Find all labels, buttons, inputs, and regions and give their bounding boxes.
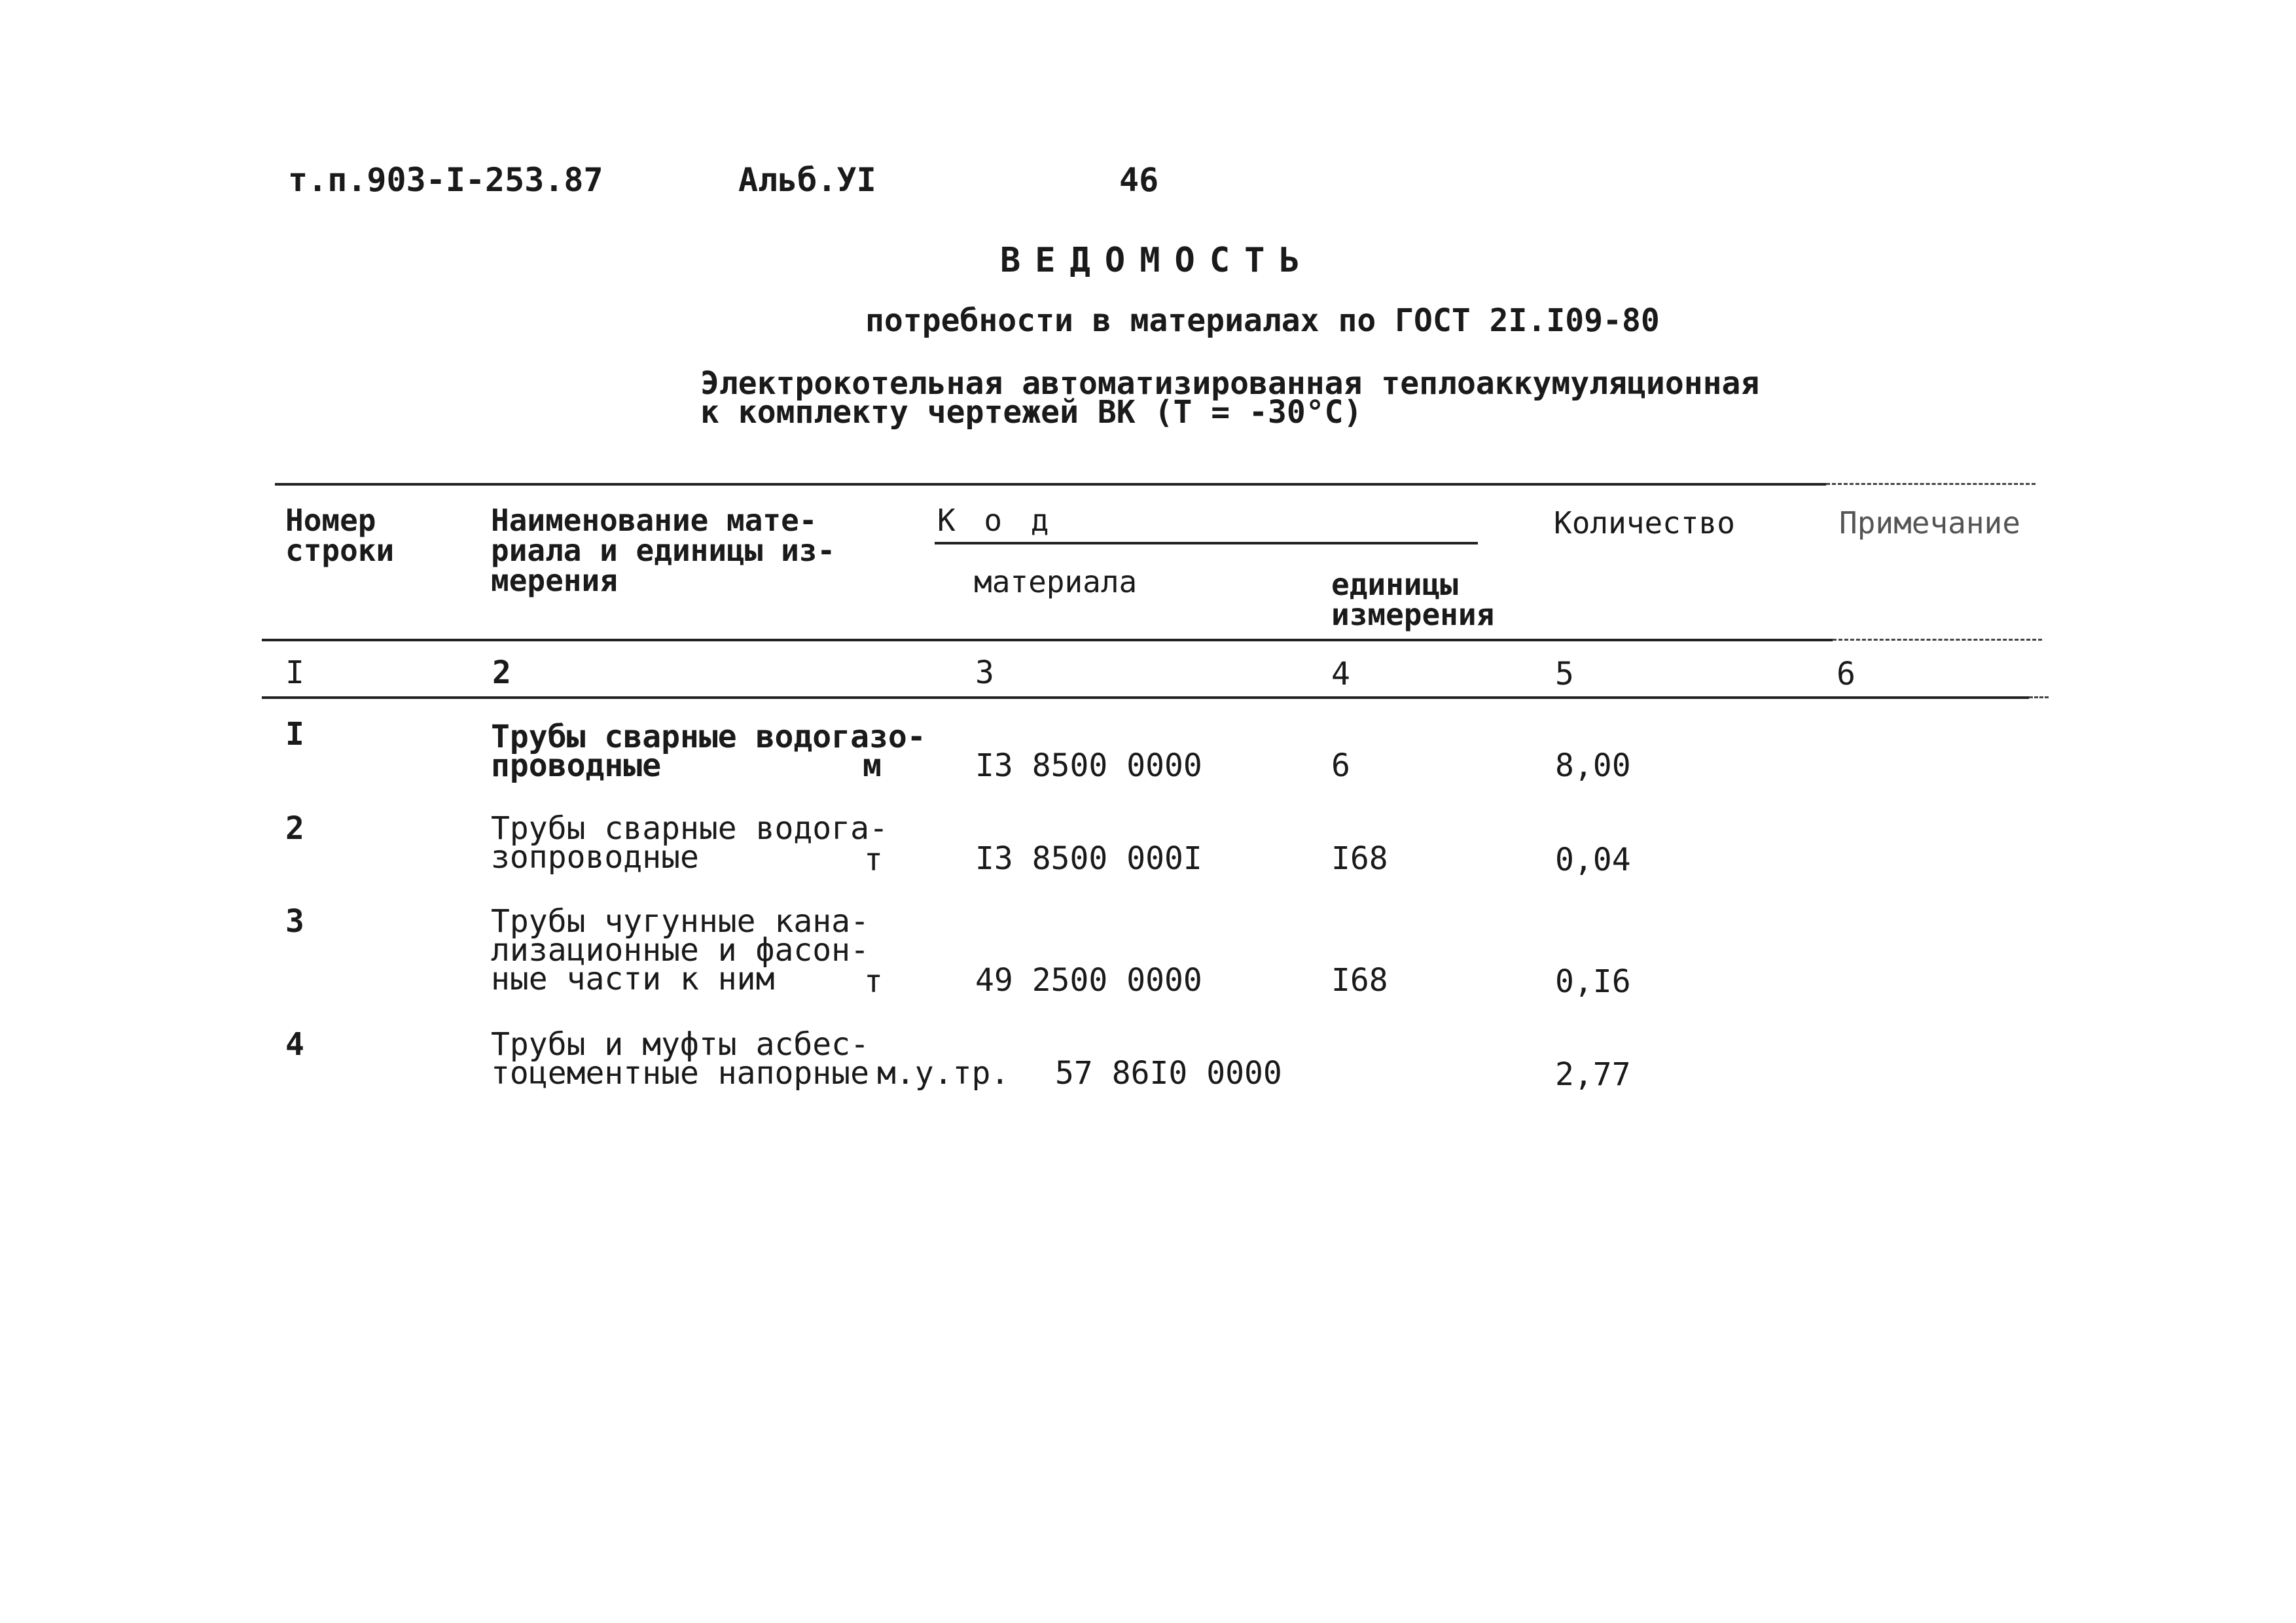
header-material-name-line-2: риала и единицы из- <box>491 533 836 568</box>
material-name-line: тоцементные напорные <box>491 1055 869 1092</box>
table-top-rule-tail <box>1826 483 2036 485</box>
column-number-5: 5 <box>1555 656 1574 692</box>
unit-of-measure: м.у.тр. <box>877 1055 1010 1092</box>
material-code: I3 8500 0000 <box>975 747 1202 784</box>
unit-of-measure: м <box>863 747 882 784</box>
material-code: 57 86I0 0000 <box>1055 1055 1282 1092</box>
document-subtitle: потребности в материалах по ГОСТ 2I.I09-80 <box>865 302 1660 339</box>
column-number-1: I <box>285 654 304 691</box>
header-row-number-line-1: Номер <box>285 503 376 538</box>
quantity: 8,00 <box>1555 747 1631 784</box>
header-bottom-rule <box>262 639 1833 641</box>
header-unit-code <box>1331 569 1494 630</box>
material-name-line: лизационные и фасон- <box>491 932 869 969</box>
header-quantity: Количество <box>1554 505 1735 541</box>
material-name-line: Трубы и муфты асбес- <box>491 1026 869 1063</box>
row-number: 4 <box>285 1026 304 1063</box>
document-code: т.п.903-I-253.87 <box>288 161 603 199</box>
header-material-name-line-3: мерения <box>491 563 618 598</box>
document-title: ВЕДОМОСТЬ <box>1000 241 1314 280</box>
material-name-line: проводные <box>491 747 662 784</box>
table-top-rule <box>275 483 1826 486</box>
row-number: I <box>285 716 304 753</box>
quantity: 2,77 <box>1555 1056 1631 1093</box>
album-number: Альб.УI <box>738 161 876 199</box>
header-unit-code-line-2: измерения <box>1331 597 1495 632</box>
material-name-line: ные части к ним <box>491 961 775 997</box>
header-material-name-line-1: Наименование мате- <box>491 503 817 538</box>
material-code: I3 8500 000I <box>975 840 1202 877</box>
column-numbers-bottom-rule <box>262 696 2029 699</box>
unit-of-measure: т <box>864 963 883 1000</box>
quantity: 0,04 <box>1555 842 1631 878</box>
header-material-code: материала <box>974 564 1138 599</box>
column-number-6: 6 <box>1837 656 1856 692</box>
material-code: 49 2500 0000 <box>975 962 1202 999</box>
unit-code: I68 <box>1331 840 1388 877</box>
page-number: 46 <box>1119 161 1159 199</box>
material-name-line: Трубы сварные водога- <box>491 810 888 847</box>
project-description-line-2: к комплекту чертежей ВК (Т = -30°С) <box>700 394 1363 431</box>
header-code: К о д <box>937 503 1054 538</box>
material-name-line: зопроводные <box>491 839 699 876</box>
header-material-name <box>491 505 835 596</box>
column-number-2: 2 <box>492 654 511 691</box>
column-numbers-bottom-rule-tail <box>2029 696 2049 698</box>
project-description-line-1: Электрокотельная автоматизированная теплоаккумуляционная <box>700 365 1760 402</box>
header-row-number <box>285 503 395 568</box>
header-bottom-rule-tail <box>1833 639 2042 641</box>
row-number: 3 <box>285 903 304 940</box>
row-number: 2 <box>285 810 304 847</box>
header-note: Примечание <box>1839 505 2020 541</box>
material-name-line: Трубы сварные водогазо- <box>491 719 926 755</box>
header-unit-code-line-1: единицы <box>1331 567 1458 602</box>
code-group-rule <box>935 542 1478 544</box>
quantity: 0,I6 <box>1555 963 1631 1000</box>
column-number-4: 4 <box>1331 656 1350 692</box>
unit-code: 6 <box>1331 747 1350 784</box>
header-row-number-line-2: строки <box>285 533 395 568</box>
column-number-3: 3 <box>975 654 994 691</box>
unit-of-measure: т <box>864 842 883 878</box>
material-name-line: Трубы чугунные кана- <box>491 903 869 940</box>
unit-code: I68 <box>1331 962 1388 999</box>
